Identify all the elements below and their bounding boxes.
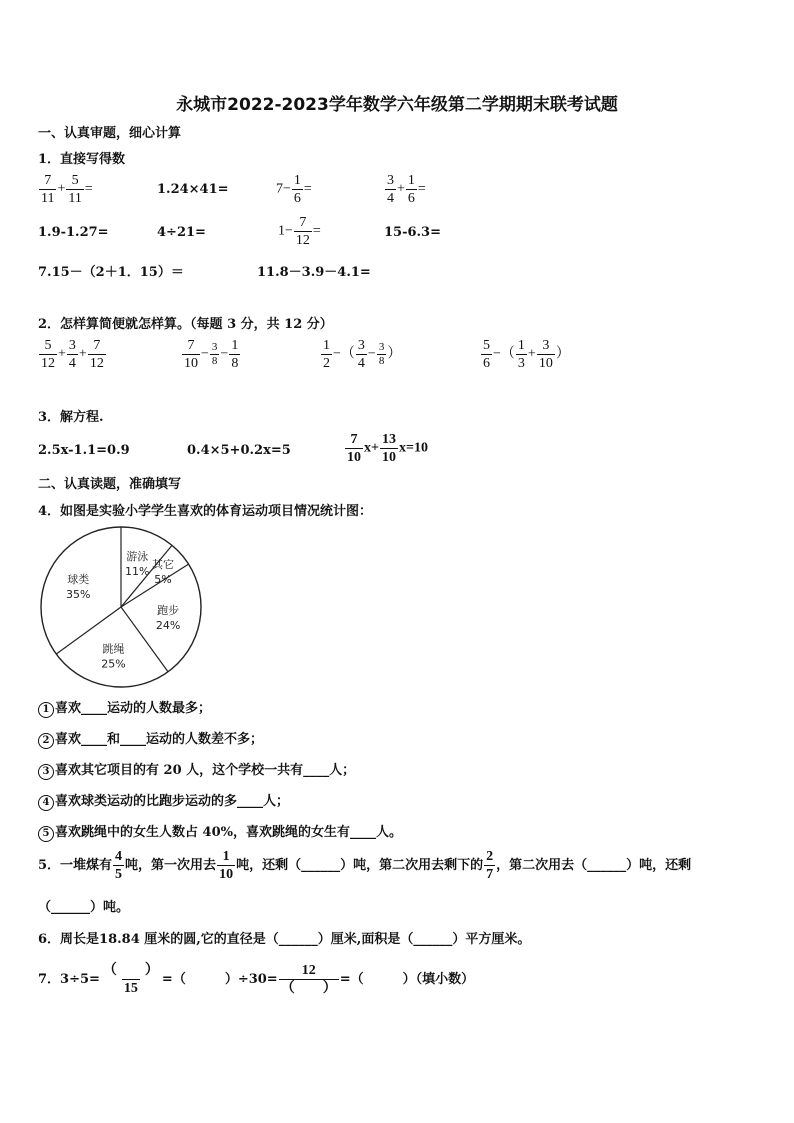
q4-item-5: 5 喜欢跳绳中的女生人数占 40%，喜欢跳绳的女生有____人。 — [38, 821, 402, 842]
q2-expr-2: $\frac{7}{10}$ − $\frac{3}{8}$ − $\frac{1}{8}$ — [184, 338, 239, 371]
pie-value-5: 35% — [66, 588, 91, 602]
q3-equation-2: 0.4×5+0.2x=5 — [187, 443, 291, 458]
q1-expr-8: 15-6.3= — [384, 225, 441, 240]
q3-equation-1: 2.5x-1.1=0.9 — [38, 443, 130, 458]
q1-expr-6: 4÷21= — [157, 225, 206, 240]
q2-expr-1: $\frac{5}{12}$ + $\frac{3}{4}$ + $\frac{7}{12}$ — [41, 338, 104, 371]
q1-expr-5: 1.9-1.27= — [38, 225, 109, 240]
q1-expr-3: 7− $\frac{1}{6}$ = — [276, 173, 312, 206]
q1-expr-9: 7.15－（2＋1．15）＝ — [38, 265, 184, 280]
pie-value-4: 25% — [101, 657, 126, 671]
q2-expr-3: $\frac{1}{2}$ −（ $\frac{3}{4}$ − $\frac{3}{8}$ ） — [323, 338, 402, 371]
section-1-heading: 一、认真审题，细心计算 — [38, 126, 182, 141]
q3-equation-3: $\frac{7}{10}$ x+ $\frac{13}{10}$ x=10 — [347, 432, 428, 465]
pie-label-2: 其它 — [152, 557, 175, 571]
section-2-heading: 二、认真读题，准确填写 — [38, 477, 182, 492]
pie-label-1: 游泳 — [126, 549, 149, 563]
q1-expr-4: $\frac{3}{4}$ + $\frac{1}{6}$ = — [387, 173, 426, 206]
q1-expr-7: 1− $\frac{7}{12}$ = — [278, 215, 321, 248]
pie-value-1: 11% — [125, 564, 150, 578]
q1-expr-2: 1.24×41= — [157, 182, 229, 197]
q6-text: 6．周长是18.84 厘米的圆,它的直径是（______）厘米,面积是（______）平方厘米。 — [38, 932, 531, 947]
q3-heading: 3．解方程. — [38, 410, 104, 425]
pie-label-3: 跑步 — [157, 603, 180, 617]
q4-item-3: 3 喜欢其它项目的有 20 人，这个学校一共有____人； — [38, 759, 355, 780]
q5-text-cont: （______）吨。 — [38, 900, 130, 915]
q2-heading: 2．怎样算简便就怎样算。（每题 3 分，共 12 分） — [38, 317, 333, 332]
q2-expr-4: $\frac{5}{6}$ −（ $\frac{1}{3}$ + $\frac{3}{10}$ ） — [483, 338, 570, 371]
pie-label-4: 跳绳 — [102, 642, 125, 656]
pie-value-3: 24% — [155, 618, 181, 632]
q1-heading: 1．直接写得数 — [38, 152, 126, 167]
pie-label-5: 球类 — [67, 573, 90, 587]
q5-text: 5．一堆煤有 $\frac{4}{5}$ 吨，第一次用去 $\frac{1}{10}$ 吨，还剩（______）吨，第二次用去剩下的 $\frac{2}{7}$ ，第二次用去（______）吨，还剩 — [38, 849, 692, 882]
q4-item-2: 2 喜欢____和____运动的人数差不多； — [38, 728, 263, 749]
q4-item-4: 4 喜欢球类运动的比跑步运动的多____人； — [38, 790, 289, 811]
q1-expr-10: 11.8－3.9－4.1= — [257, 265, 371, 280]
page-title: 永城市2022-2023学年数学六年级第二学期期末联考试题 — [176, 95, 618, 115]
pie-value-2: 5% — [154, 572, 172, 586]
q4-heading: 4．如图是实验小学学生喜欢的体育运动项目情况统计图： — [38, 504, 373, 519]
q1-expr-1: $\frac{7}{11}$ + $\frac{5}{11}$ = — [41, 173, 93, 206]
sports-pie-chart — [38, 525, 208, 695]
q7-text: 7．3÷5= $\frac{( )}{15}$ =（ ）÷30= $\frac{12}{( )}$ =（ ）（填小数） — [38, 963, 475, 996]
q4-item-1: 1 喜欢____运动的人数最多； — [38, 697, 211, 718]
